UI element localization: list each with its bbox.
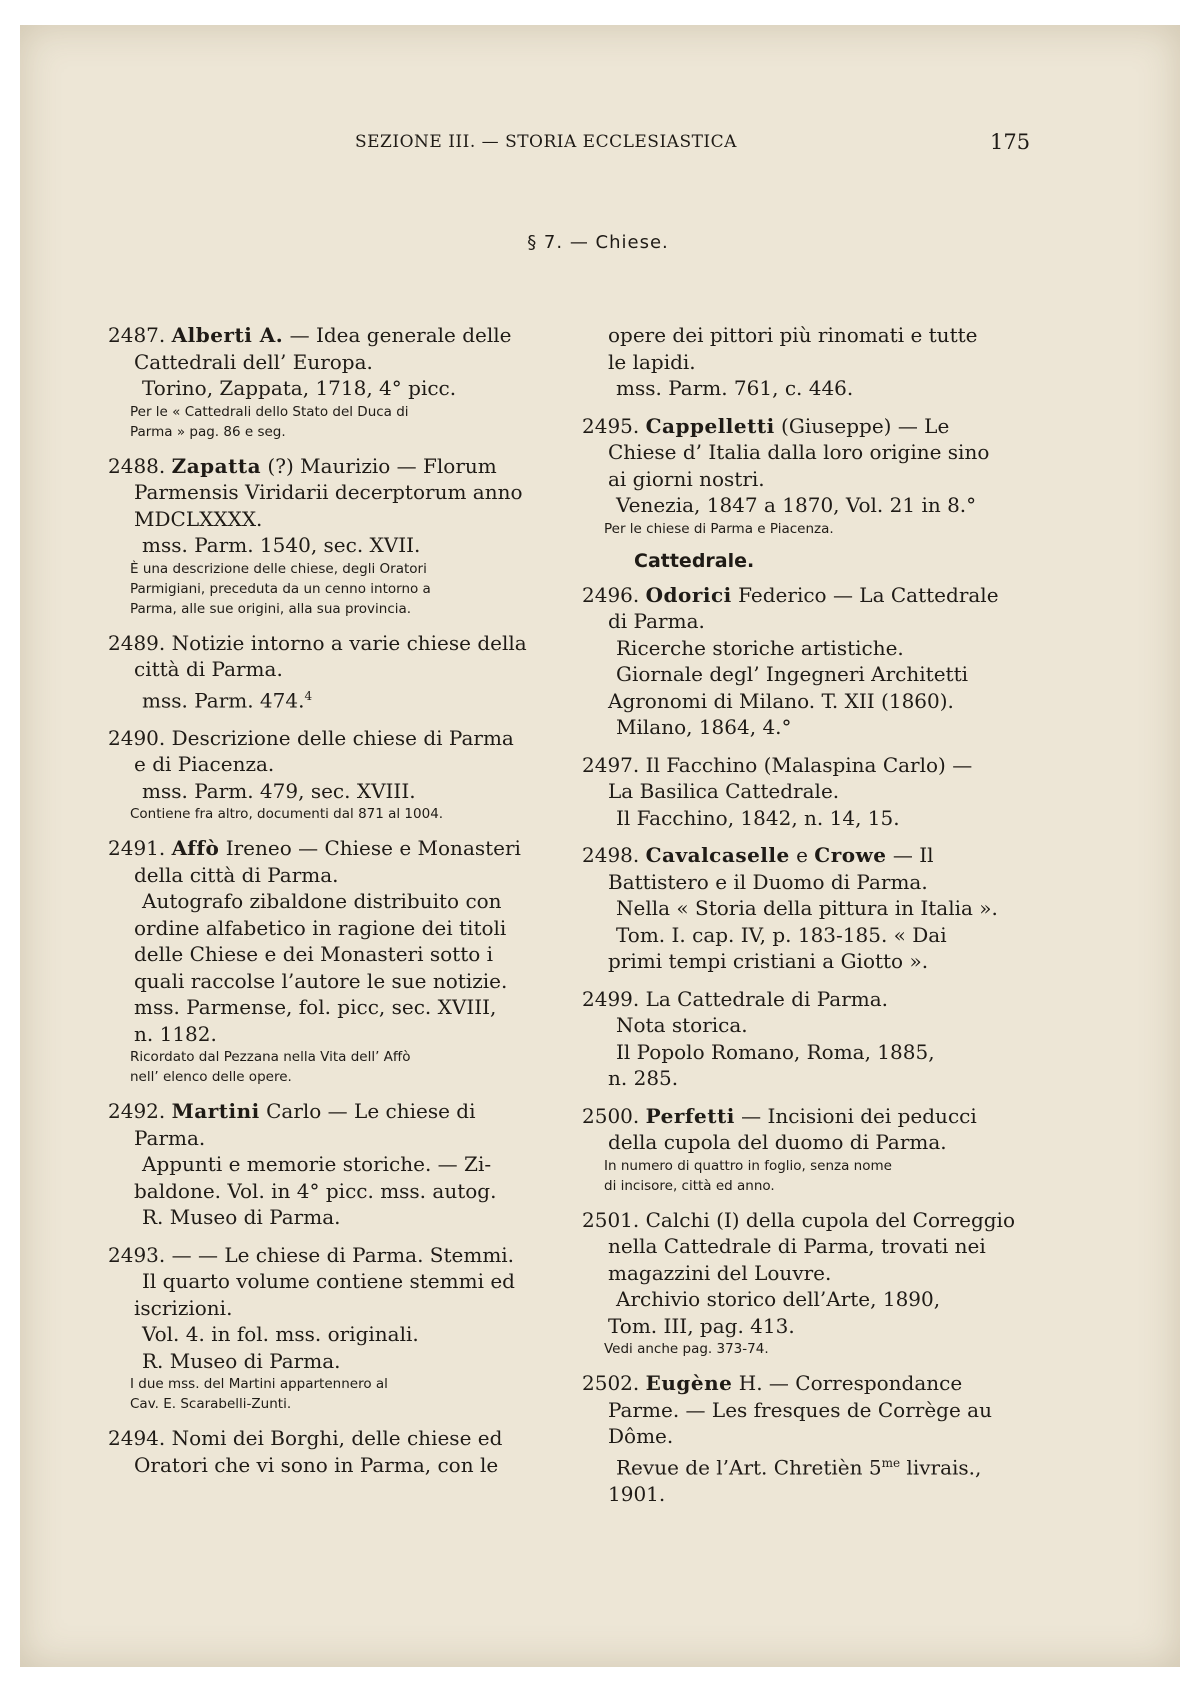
entry-note: È una descrizione delle chiese, degli Oratori Parmigiani, preceduta da un cenno intorno a Parma, alle sue origini, alla sua provincia. [130,560,431,617]
entry-description: baldone. Vol. in 4° picc. mss. autog. [134,1178,497,1203]
entry-title-cont: Chiese d’ Italia dalla loro origine sino [608,440,990,464]
entry-note: I due mss. del Martini appartennero al Cav. E. Scarabelli-Zunti. [130,1376,388,1413]
entry-imprint: Vol. 4. in fol. mss. originali. [142,1322,419,1347]
entry-2492 [108,1098,560,1231]
entry-2494-continued [582,322,1026,402]
entry-author: Cappelletti [645,413,775,438]
entry-imprint: n. 285. [608,1066,679,1090]
entry-source: Tom. I. cap. IV, p. 183-185. « Dai [616,922,947,947]
entry-source: primi tempi cristiani a Giotto ». [608,949,929,973]
entry-title: — Idea generale delle [283,323,512,347]
entry-number: 2500. [582,1103,640,1128]
entry-author: Crowe [814,843,887,867]
entry-title: Carlo — Le chiese di [259,1099,476,1124]
entry-journal: Giornale degl’ Ingegneri Architetti [616,662,969,686]
entry-author: Eugène [645,1371,733,1395]
entry-journal: Archivio storico dell’Arte, 1890, [616,1287,941,1311]
entry-title-cont: Dôme. [608,1424,674,1448]
entry-title: (Giuseppe) — Le [774,413,950,438]
entry-imprint: Il Facchino, 1842, n. 14, 15. [616,805,900,830]
entry-title: 2493. — — Le chiese di Parma. Stemmi. [108,1242,515,1267]
entry-description: Appunti e memorie storiche. — Zi- [142,1152,492,1177]
entry-title-cont: Oratori che vi sono in Parma, con le [134,1452,499,1477]
entry-2493 [108,1242,560,1415]
entry-author: Odorici [645,582,732,607]
entry-journal: Tom. III, pag. 413. [608,1313,795,1338]
entry-2501 [582,1207,1026,1360]
entry-title-cont: le lapidi. [608,349,696,374]
header-title: SEZIONE III. — STORIA ECCLESIASTICA [355,132,737,152]
entry-number: 2498. [582,843,640,867]
entry-title: 2494. Nomi dei Borghi, delle chiese ed [108,1426,503,1451]
entry-2491 [108,835,560,1087]
entry-2499 [582,986,1026,1092]
right-column [582,322,1026,1518]
entry-2497 [582,752,1026,832]
entry-location: R. Museo di Parma. [142,1205,341,1230]
entry-imprint: Venezia, 1847 a 1870, Vol. 21 in 8.° [616,493,977,517]
entry-location: R. Museo di Parma. [142,1348,341,1373]
entry-2495 [582,413,1026,539]
entry-author: Martini [171,1099,260,1124]
entry-2487 [108,322,560,442]
entry-imprint: mss. Parmense, fol. picc, sec. XVIII, [134,995,497,1020]
entry-title-cont: opere dei pittori più rinomati e tutte [608,323,978,347]
entry-author: Cavalcaselle [645,843,790,867]
entry-title: 2489. Notizie intorno a varie chiese della [108,630,527,655]
entry-imprint: mss. Parm. 474.$^4$ [142,688,313,713]
entry-title: (?) Maurizio — Florum [261,453,497,478]
subsection-heading: Cattedrale. [634,549,755,572]
entry-title-cont: MDCLXXXX. [134,506,263,531]
entry-imprint: mss. Parm. 761, c. 446. [616,376,854,400]
entry-note: Contiene fra altro, documenti dal 871 al 1004. [130,806,444,823]
entry-title: 2497. Il Facchino (Malaspina Carlo) — [582,752,973,777]
entry-subtitle: Ricerche storiche artistiche. [616,635,904,660]
entry-title: H. — Correspondance [732,1371,963,1395]
entry-title: Federico — La Cattedrale [731,582,999,607]
entry-number: 2495. [582,413,640,438]
entry-number: 2502. [582,1371,640,1395]
entry-imprint: n. 1182. [134,1021,217,1046]
entry-imprint: mss. Parm. 479, sec. XVIII. [142,778,416,803]
entry-title-cont: della cupola del duomo di Parma. [608,1130,947,1154]
entry-title-cont: Parma. [134,1125,206,1150]
entry-title: 2499. La Cattedrale di Parma. [582,986,889,1011]
entry-title-cont: di Parma. [608,609,705,633]
entry-title: Ireneo — Chiese e Monasteri [219,836,521,861]
entry-note: Per le « Cattedrali dello Stato del Duca di Parma » pag. 86 e seg. [130,403,409,440]
entry-title-cont: Cattedrali dell’ Europa. [134,349,373,374]
left-column [108,322,560,1489]
entry-description: delle Chiese e dei Monasteri sotto i [134,942,494,967]
page-number: 175 [990,130,1031,154]
entry-description: quali raccolse l’autore le sue notizie. [134,968,508,993]
entry-note: Ricordato dal Pezzana nella Vita dell’ Affò nell’ elenco delle opere. [130,1049,411,1086]
entry-title-cont: ai giorni nostri. [608,466,765,491]
entry-subtitle: Nota storica. [616,1013,748,1037]
entry-2502 [582,1370,1026,1507]
entry-2498: 2498. Cavalcaselle e Crowe — Il Battistero e il Duomo di Parma. Nella « Storia della pittura in Italia ». Tom. I. cap. IV, p. 183-185. « Dai primi tempi cristiani a Giotto ». [582,842,1026,975]
entry-2489 [108,630,560,714]
entry-title-cont: La Basilica Cattedrale. [608,779,840,803]
entry-title-cont: Parme. — Les fresques de Corrège au [608,1397,992,1422]
entry-2490 [108,725,560,825]
entry-description: ordine alfabetico in ragione dei titoli [134,915,507,940]
entry-title-cont: città di Parma. [134,657,283,681]
entry-number: 2491. [108,836,166,861]
entry-imprint: Milano, 1864, 4.° [616,715,792,739]
entry-number: 2488. [108,453,166,478]
entry-title-cont: magazzini del Louvre. [608,1260,832,1285]
entry-note: Per le chiese di Parma e Piacenza. [604,520,834,537]
entry-imprint: Torino, Zappata, 1718, 4° picc. [142,376,457,400]
entry-title: 2490. Descrizione delle chiese di Parma [108,725,514,750]
entry-journal: Agronomi di Milano. T. XII (1860). [608,688,954,713]
entry-journal: Revue de l’Art. Chretièn $5^{me}$ livrais., [616,1455,982,1480]
entry-title: — Incisioni dei peducci [734,1103,977,1128]
entry-title: — Il [886,843,934,867]
entry-author: Zapatta [171,453,262,478]
entry-title-cont: e di Piacenza. [134,752,275,777]
entry-2496 [582,582,1026,741]
entry-note: Vedi anche pag. 373-74. [604,1341,769,1357]
entry-2494 [108,1425,560,1478]
entry-imprint: mss. Parm. 1540, sec. XVII. [142,533,421,557]
entry-2488 [108,453,560,619]
entry-number: 2487. [108,323,166,347]
entry-description: Il quarto volume contiene stemmi ed [142,1269,515,1294]
section-title: § 7. — Chiese. [527,232,669,253]
entry-title: 2501. Calchi (I) della cupola del Correggio [582,1207,1015,1232]
entry-imprint: 1901. [608,1481,666,1506]
entry-author: Affò [171,836,220,861]
entry-title-cont: Parmensis Viridarii decerptorum anno [134,480,523,504]
entry-description: iscrizioni. [134,1295,233,1320]
entry-description: Autografo zibaldone distribuito con [142,889,502,914]
entry-title-cont: della città di Parma. [134,862,339,887]
entry-imprint: Il Popolo Romano, Roma, 1885, [616,1039,935,1064]
entry-title-cont: Battistero e il Duomo di Parma. [608,869,928,894]
entry-title-cont: nella Cattedrale di Parma, trovati nei [608,1234,986,1258]
entry-author: Alberti A. [171,323,284,347]
entry-author: Perfetti [645,1103,735,1128]
entry-number: 2492. [108,1099,166,1124]
entry-note: In numero di quattro in foglio, senza nome di incisore, città ed anno. [604,1157,892,1194]
entry-2500 [582,1103,1026,1196]
running-header [0,132,1196,158]
entry-source: Nella « Storia della pittura in Italia ». [616,896,998,920]
entry-number: 2496. [582,582,640,607]
